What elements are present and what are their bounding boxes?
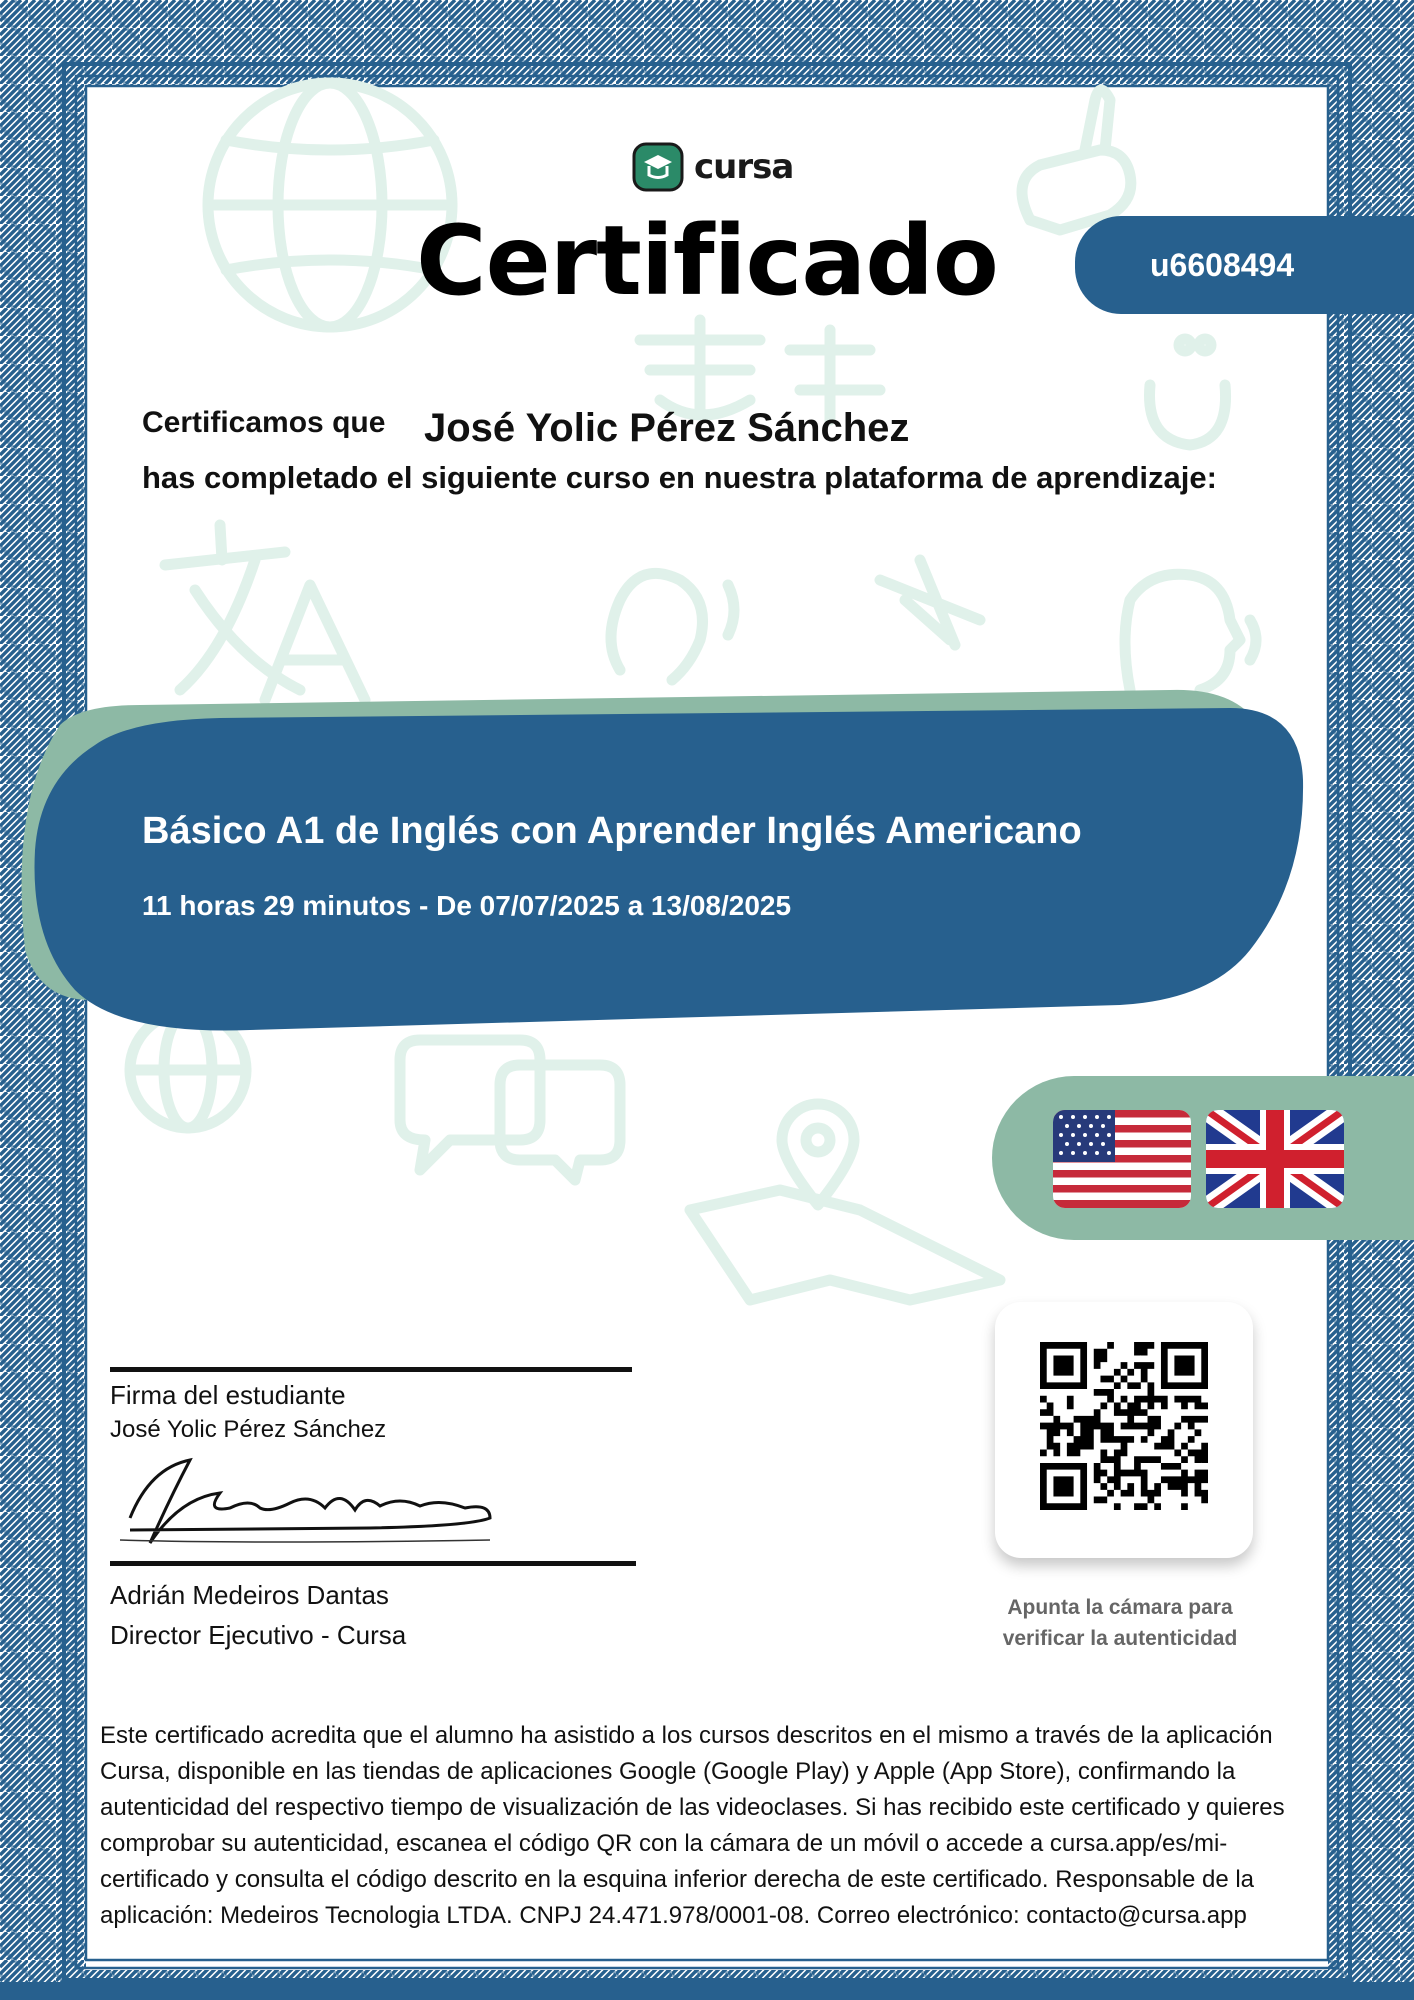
uk-flag-icon [1206,1110,1344,1208]
qr-code [1040,1342,1208,1510]
qr-caption: Apunta la cámara para verificar la autenticidad [1002,1596,1238,1650]
certificate-title: Certificado [416,205,998,317]
airplane-icon [880,560,980,645]
map-pin-icon [690,1104,1000,1300]
student-name: José Yolic Pérez Sánchez [424,406,910,450]
certificate-disclaimer: Este certificado acredita que el alumno ha asistido a los cursos descritos en el mismo a través de la aplicación Cursa, disponible en las tiendas de aplicaciones Google (Google Play) y Apple (App Store), confirmando la autenticidad del respectivo tiempo de visualización de las videoclases. Si has recibido este certificado y quieres comprobar su autenticidad, escanea el código QR con la cámara de un móvil o accede a cursa.app/es/mi-certificado y consulta el código descrito en la esquina inferior derecha de este certificado. Responsable de la aplicación: Medeiros Tecnologia LTDA. CNPJ 24.471.978/0001-08. Correo electrónico: contacto@cursa.app [100,1722,1285,1929]
us-flag-icon [1053,1110,1191,1208]
cursa-logo-icon [632,140,688,194]
director-signature-line [110,1561,636,1566]
student-signature-line [110,1367,632,1372]
ear-icon [611,573,734,680]
cursa-logo [632,140,793,194]
student-signature-label: Firma del estudiante [110,1380,346,1410]
certificate-code-badge [1075,216,1414,314]
course-banner [0,680,1414,1060]
student-signature-name: José Yolic Pérez Sánchez [110,1416,387,1443]
chinese-characters-icon [640,320,880,420]
chat-bubbles-icon [400,1040,620,1180]
translate-icon [165,525,365,700]
qr-modules [1040,1342,1208,1510]
arabic-letter-icon [1150,339,1226,445]
certificate-code: u6608494 [1150,246,1295,283]
qr-code-card [995,1302,1253,1558]
director-role: Director Ejecutivo - Cursa [110,1620,407,1650]
completed-statement: has completado el siguiente curso en nuestra plataforma de aprendizaje: [142,460,1217,495]
course-duration-dates: 11 horas 29 minutos - De 07/07/2025 a 13/08/2025 [142,890,792,921]
director-name: Adrián Medeiros Dantas [110,1580,389,1610]
speaking-head-icon [1125,574,1256,690]
director-handwritten-signature [110,1448,510,1563]
course-title: Básico A1 de Inglés con Aprender Inglés Americano [142,810,1082,852]
cursa-logo-wordmark: cursa [694,147,794,187]
certify-prefix: Certificamos que [142,406,386,439]
